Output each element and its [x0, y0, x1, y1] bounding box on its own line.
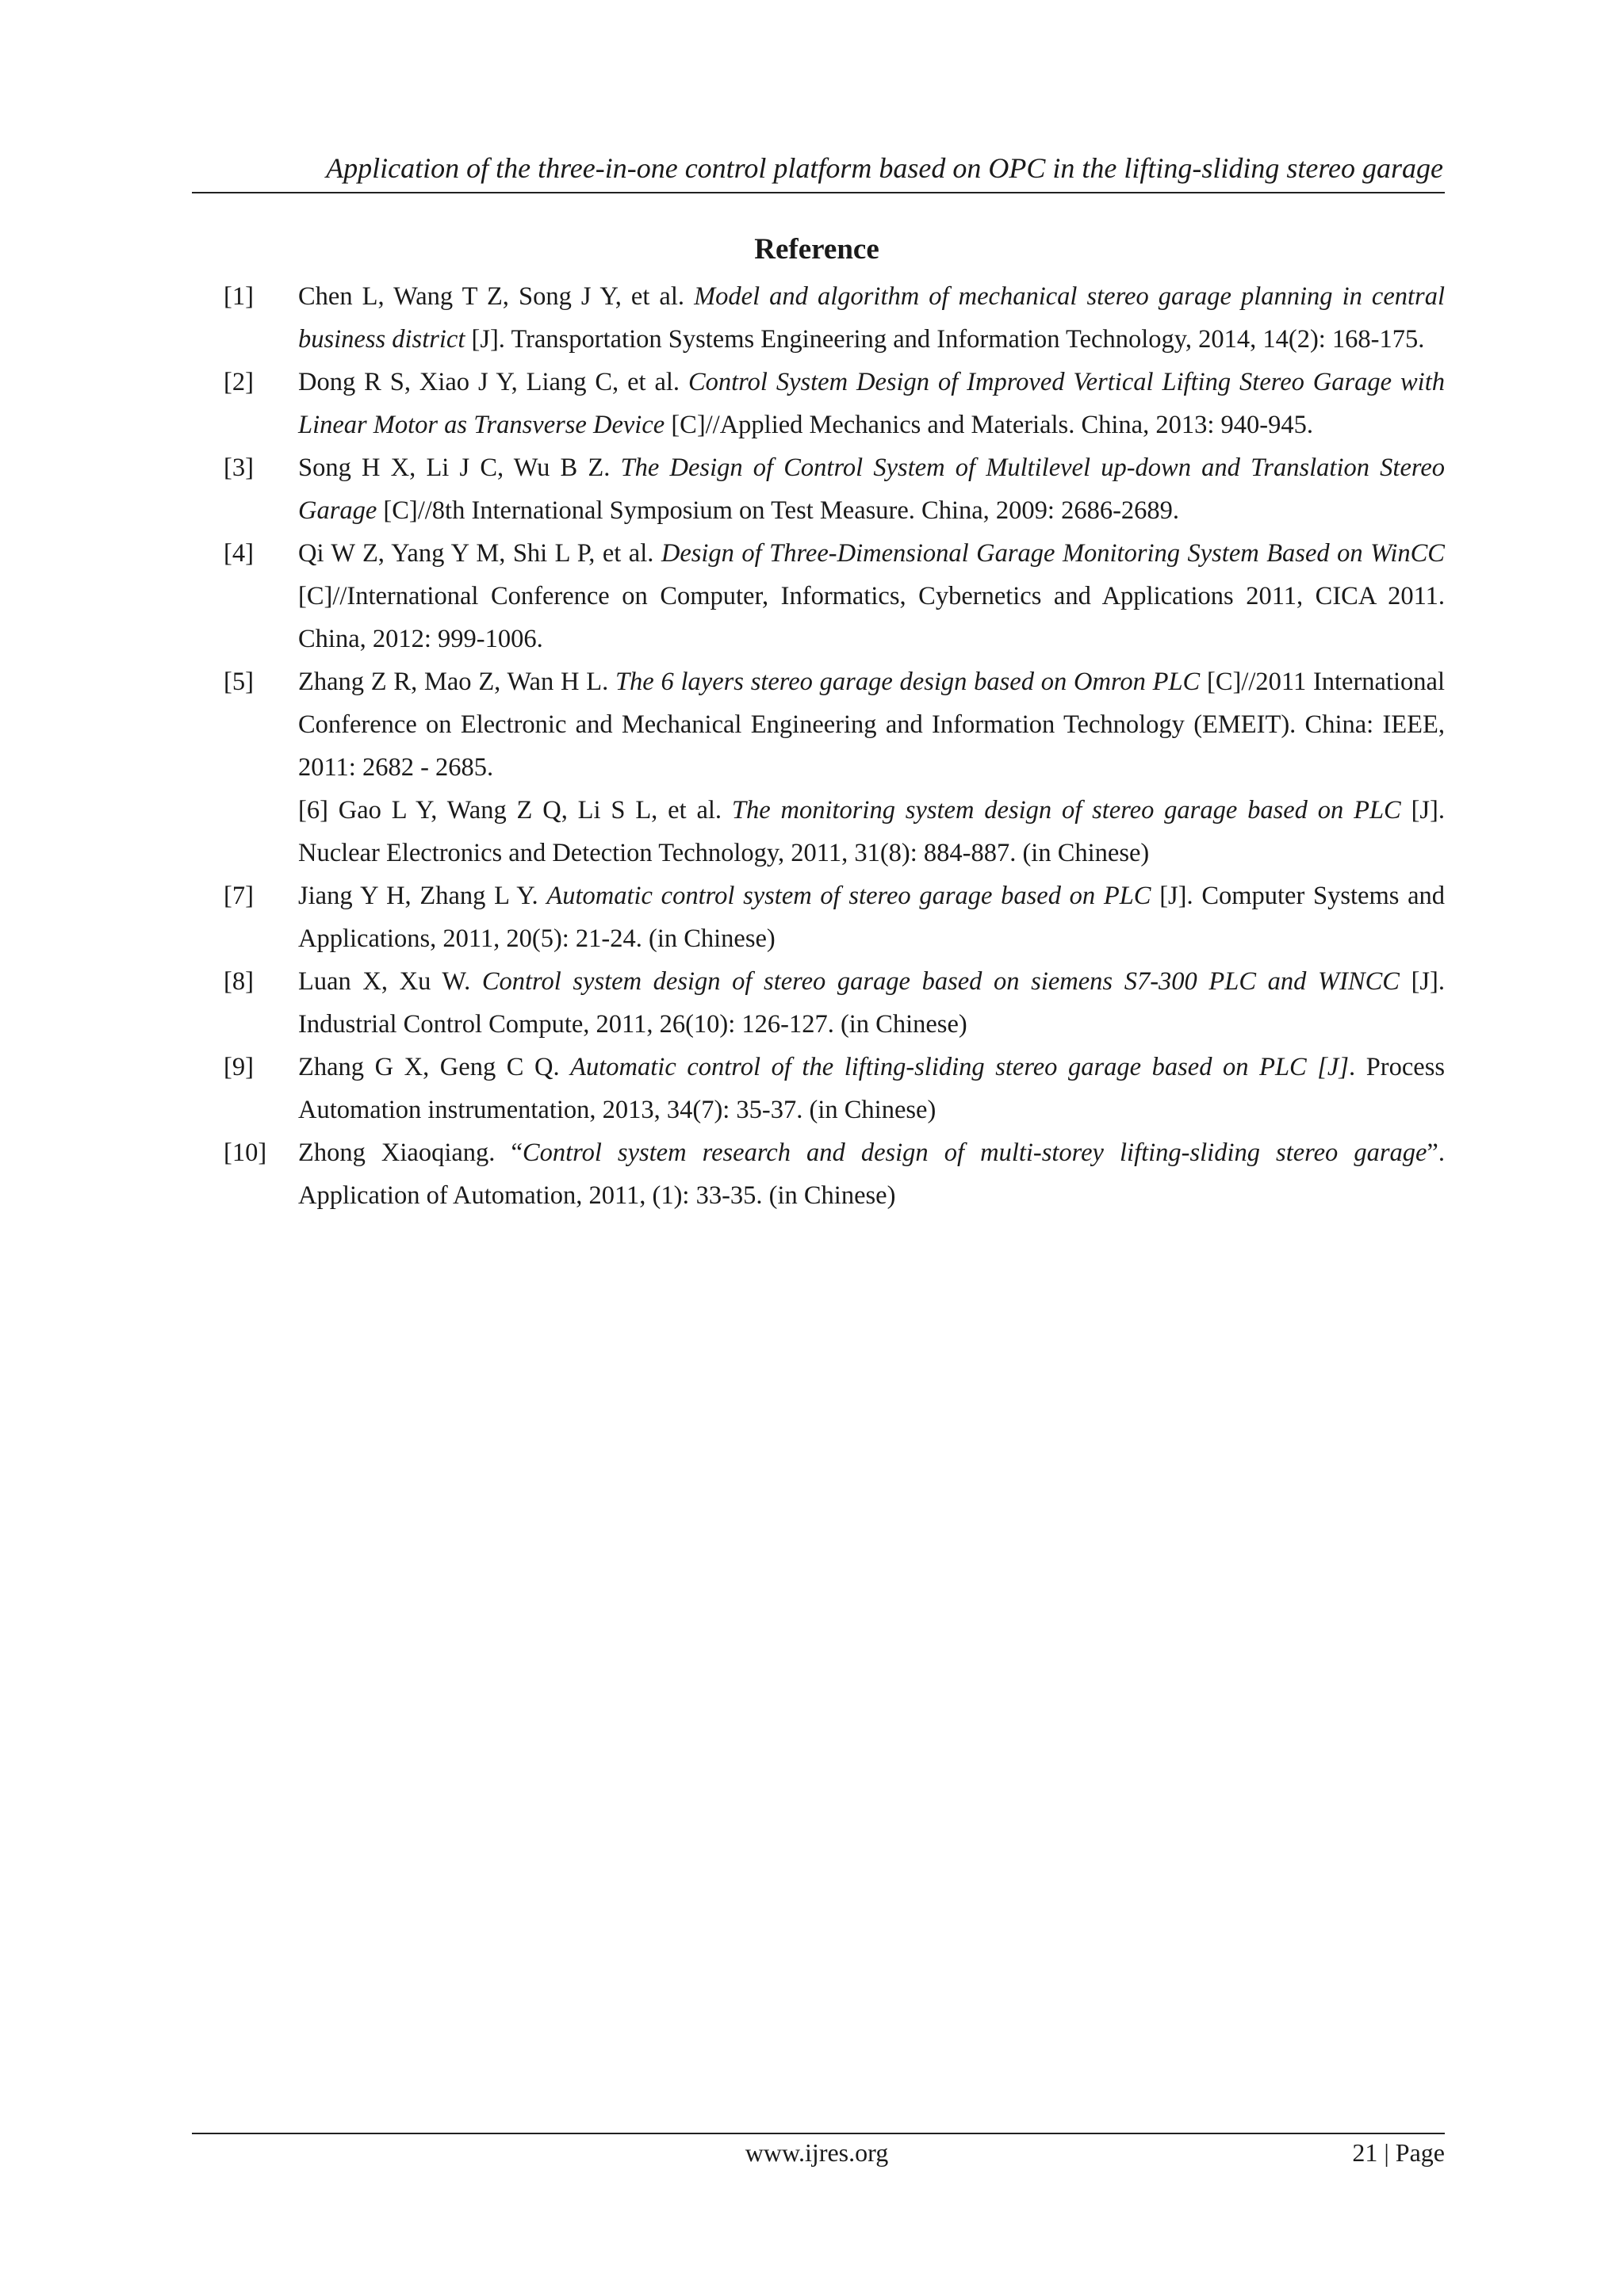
- reference-source: ”. Application of Automation, 2011, (1): 33-35. (in Chinese): [298, 1138, 1445, 1210]
- reference-authors: [6] Gao L Y, Wang Z Q, Li S L, et al.: [298, 796, 732, 825]
- reference-item: [224, 960, 1445, 1046]
- reference-text: [298, 796, 1445, 867]
- reference-text: [298, 453, 1445, 525]
- reference-authors: Zhang Z R, Mao Z, Wan H L.: [298, 668, 615, 696]
- reference-title: Control system design of stereo garage based on siemens S7-300 PLC and WINCC: [481, 967, 1400, 996]
- reference-authors: Song H X, Li J C, Wu B Z.: [298, 453, 621, 482]
- reference-text: [298, 282, 1445, 354]
- reference-text: [298, 668, 1445, 782]
- reference-title: Automatic control system of stereo garage based on PLC: [546, 882, 1151, 910]
- reference-number: [4]: [224, 539, 254, 568]
- reference-text: [298, 539, 1445, 653]
- reference-number: [9]: [224, 1053, 254, 1081]
- reference-title: Control system research and design of multi-storey lifting-sliding stereo garage: [522, 1138, 1427, 1167]
- footer-divider: [192, 2133, 1445, 2134]
- running-header: Application of the three-in-one control platform based on OPC in the lifting-sliding stereo garage: [326, 152, 1443, 184]
- reference-source: [C]//International Conference on Computer, Informatics, Cybernetics and Applications 2011, CICA 2011. China, 2012: 999-1006.: [298, 582, 1445, 653]
- reference-item: [224, 1046, 1445, 1131]
- reference-source: . Process Automation instrumentation, 2013, 34(7): 35-37. (in Chinese): [298, 1053, 1445, 1124]
- reference-number: [8]: [224, 967, 254, 996]
- reference-number: [10]: [224, 1138, 267, 1167]
- reference-text: [298, 1138, 1445, 1210]
- reference-title: Control System Design of Improved Vertical Lifting Stereo Garage with Linear Motor as Transverse Device: [298, 368, 1445, 439]
- reference-number: [7]: [224, 882, 254, 910]
- reference-authors: Jiang Y H, Zhang L Y.: [298, 882, 547, 910]
- reference-title: The monitoring system design of stereo garage based on PLC: [731, 796, 1401, 825]
- reference-text: [298, 368, 1445, 439]
- reference-source: [J]. Industrial Control Compute, 2011, 26(10): 126-127. (in Chinese): [298, 967, 1445, 1039]
- reference-authors: Zhong Xiaoqiang. “: [298, 1138, 523, 1167]
- reference-item: [224, 532, 1445, 660]
- reference-authors: Dong R S, Xiao J Y, Liang C, et al.: [298, 368, 688, 396]
- reference-number: [2]: [224, 368, 254, 396]
- reference-text: [298, 1053, 1445, 1124]
- reference-title: Automatic control of the lifting-sliding stereo garage based on PLC [J]: [570, 1053, 1349, 1081]
- reference-number: [3]: [224, 453, 254, 482]
- reference-source: [C]//8th International Symposium on Test Measure. China, 2009: 2686-2689.: [377, 496, 1180, 525]
- reference-item: [224, 275, 1445, 361]
- header-divider: [192, 192, 1445, 193]
- reference-item: [224, 361, 1445, 446]
- reference-authors: Zhang G X, Geng C Q.: [298, 1053, 571, 1081]
- reference-item: [224, 1131, 1445, 1217]
- reference-item: [224, 446, 1445, 532]
- reference-item: [224, 789, 1445, 874]
- reference-title: Design of Three-Dimensional Garage Monitoring System Based on WinCC: [661, 539, 1445, 568]
- reference-number: [1]: [224, 282, 254, 311]
- page-number: 21 | Page: [1352, 2138, 1445, 2167]
- reference-source: [C]//Applied Mechanics and Materials. China, 2013: 940-945.: [665, 411, 1313, 439]
- footer-url: www.ijres.org: [745, 2138, 889, 2167]
- reference-title: The 6 layers stereo garage design based on Omron PLC: [615, 668, 1201, 696]
- reference-text: [298, 882, 1445, 953]
- reference-source: [J]. Nuclear Electronics and Detection Technology, 2011, 31(8): 884-887. (in Chinese): [298, 796, 1446, 867]
- reference-text: [298, 967, 1445, 1039]
- reference-item: [224, 874, 1445, 960]
- reference-item: [224, 660, 1445, 789]
- reference-source: [C]//2011 International Conference on Electronic and Mechanical Engineering and Information Technology (EMEIT). China: IEEE, 2011: 2682 - 2685.: [298, 668, 1445, 782]
- reference-title: The Design of Control System of Multilevel up-down and Translation Stereo Garage: [298, 453, 1445, 525]
- reference-authors: Luan X, Xu W.: [298, 967, 482, 996]
- reference-authors: Chen L, Wang T Z, Song J Y, et al.: [298, 282, 695, 311]
- reference-list: [224, 275, 1445, 1217]
- section-title: Reference: [754, 233, 879, 266]
- reference-authors: Qi W Z, Yang Y M, Shi L P, et al.: [298, 539, 661, 568]
- reference-number: [5]: [224, 668, 254, 696]
- reference-title: Model and algorithm of mechanical stereo garage planning in central business district: [298, 282, 1445, 354]
- reference-source: [J]. Computer Systems and Applications, 2011, 20(5): 21-24. (in Chinese): [298, 882, 1446, 953]
- reference-source: [J]. Transportation Systems Engineering and Information Technology, 2014, 14(2): 168-175.: [465, 325, 1425, 354]
